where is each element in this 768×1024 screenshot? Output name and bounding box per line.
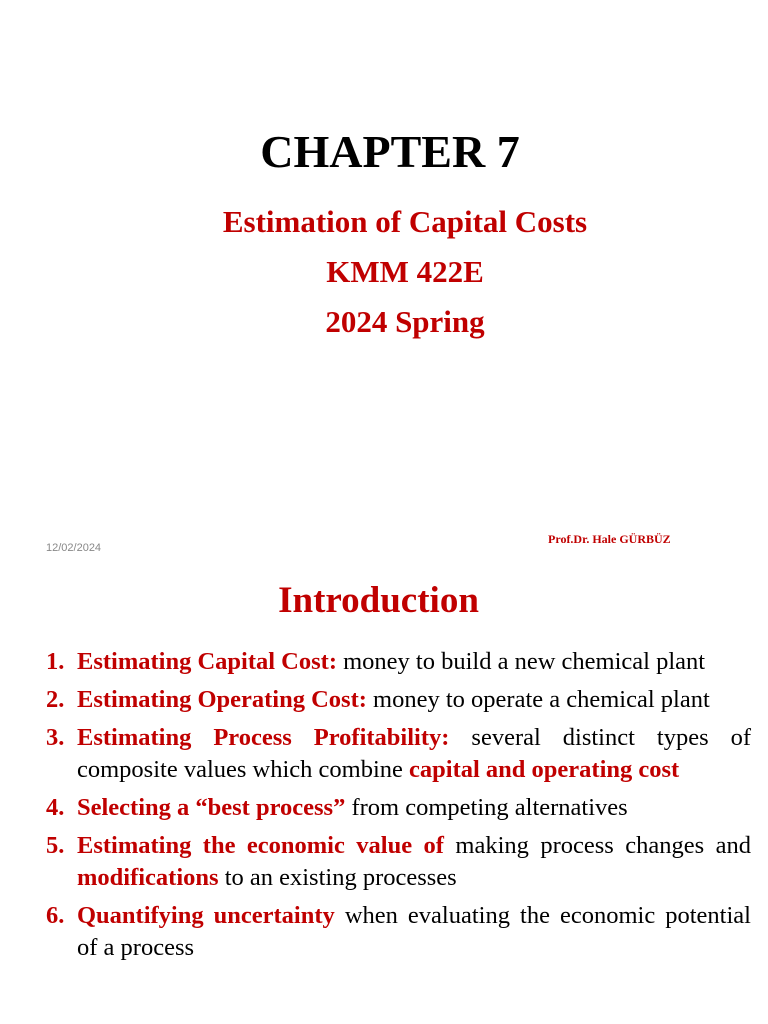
list-item bbox=[46, 722, 751, 786]
list-item-number: 1. bbox=[46, 648, 65, 675]
list-item bbox=[46, 900, 751, 964]
chapter-title: CHAPTER 7 bbox=[260, 126, 520, 177]
list-item-number: 6. bbox=[46, 902, 65, 929]
list-item-highlight: modifications bbox=[77, 864, 219, 891]
list-item-highlight: Estimating Capital Cost: bbox=[77, 648, 337, 675]
list-item-number: 5. bbox=[46, 832, 65, 859]
list-item bbox=[46, 830, 751, 894]
list-item-highlight: Estimating Operating Cost: bbox=[77, 686, 367, 713]
slide-author: Prof.Dr. Hale GÜRBÜZ bbox=[548, 532, 671, 546]
list-item-highlight: Estimating the economic value of bbox=[77, 832, 444, 859]
subtitle-course-code: KMM 422E bbox=[326, 254, 484, 289]
list-item-number: 3. bbox=[46, 724, 65, 751]
list-item-number: 2. bbox=[46, 686, 65, 713]
list-item-text: when evaluating the economic potential of a process bbox=[77, 902, 751, 961]
intro-list bbox=[46, 646, 751, 970]
subtitle-course-topic: Estimation of Capital Costs bbox=[222, 204, 588, 239]
list-item-text: money to operate a chemical plant bbox=[366, 686, 710, 713]
section-title: Introduction bbox=[278, 580, 479, 621]
list-item-text: several distinct types of composite values which combine bbox=[77, 724, 751, 783]
list-item-highlight: capital and operating cost bbox=[409, 756, 680, 783]
list-item-highlight: Quantifying uncertainty bbox=[77, 902, 335, 929]
list-item-text: money to build a new chemical plant bbox=[336, 648, 706, 675]
list-item-text: making process changes and bbox=[443, 832, 751, 859]
list-item-text: to an existing processes bbox=[218, 864, 457, 891]
list-item bbox=[46, 684, 751, 716]
subtitle-semester: 2024 Spring bbox=[325, 304, 485, 339]
list-item-number: 4. bbox=[46, 794, 65, 821]
list-item bbox=[46, 646, 751, 678]
slide-date: 12/02/2024 bbox=[46, 542, 102, 554]
list-item bbox=[46, 792, 751, 824]
list-item-highlight: Estimating Process Profitability: bbox=[77, 724, 450, 751]
list-item-highlight: Selecting a “best process” bbox=[77, 794, 346, 821]
list-item-text: from competing alternatives bbox=[345, 794, 628, 821]
